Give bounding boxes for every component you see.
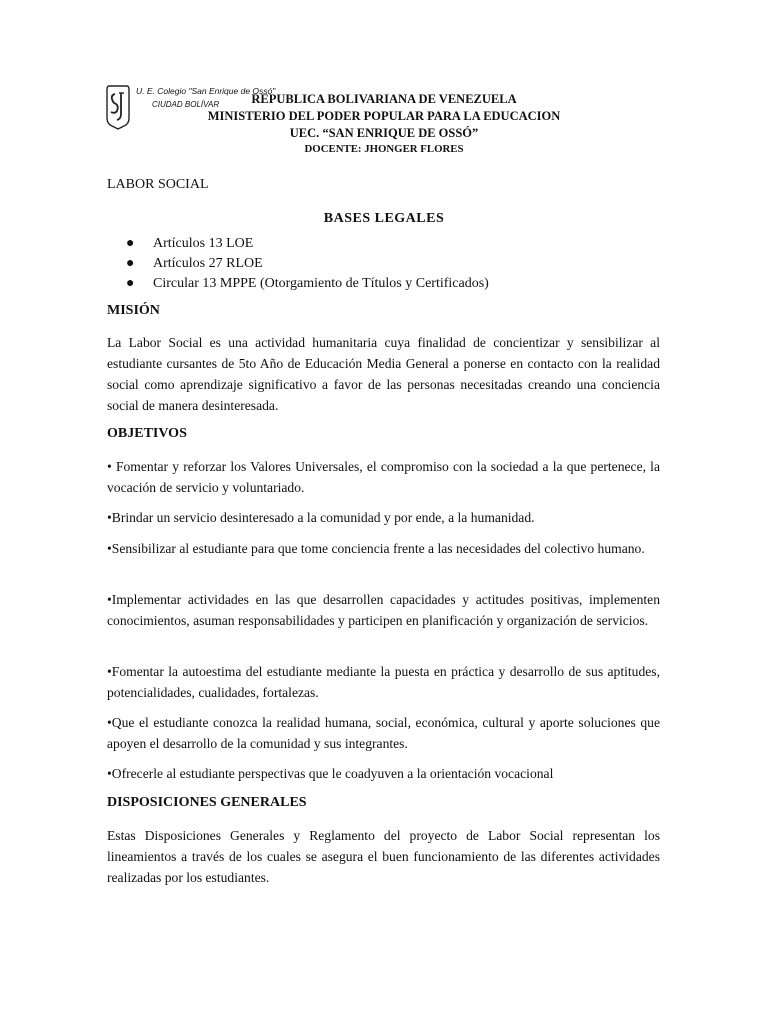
document-title: LABOR SOCIAL [107, 177, 209, 192]
objetivo-item: • Fomentar y reforzar los Valores Universales, el compromiso con la sociedad a la que pertenece, la vocación de servicio y voluntariado. [107, 459, 660, 495]
objetivo-item: •Ofrecerle al estudiante perspectivas que le coadyuven a la orientación vocacional [107, 766, 554, 781]
logo-city: CIUDAD BOLÍVAR [152, 100, 220, 109]
bases-legales-heading: BASES LEGALES [323, 211, 445, 226]
list-item: ● Artículos 27 RLOE [126, 254, 489, 274]
disposiciones-paragraph: Estas Disposiciones Generales y Reglamento del proyecto de Labor Social representan los lineamientos a través de los cuales se asegura el buen funcionamiento de las diferentes actividades realizadas por los estudiantes. [107, 828, 660, 885]
header-republic: REPUBLICA BOLIVARIANA DE VENEZUELA [251, 92, 517, 106]
header-school: UEC. “SAN ENRIQUE DE OSSÓ” [289, 126, 479, 140]
objetivo-item: •Que el estudiante conozca la realidad humana, social, económica, cultural y aporte soluciones que apoyen el desarrollo de la comunidad y sus integrantes. [107, 715, 660, 751]
list-item: ● Circular 13 MPPE (Otorgamiento de Títulos y Certificados) [126, 274, 489, 294]
mision-paragraph: La Labor Social es una actividad humanitaria cuya finalidad de concientizar y sensibilizar al estudiante cursantes de 5to Año de Educación Media General a ponerse en contacto con la realidad social como aprendizaje significativo a favor de las personas necesitadas creando una conciencia social de manera desinteresada. [107, 335, 660, 413]
objetivos-heading: OBJETIVOS [107, 426, 187, 441]
mision-heading: MISIÓN [107, 303, 160, 318]
header-ministry: MINISTERIO DEL PODER POPULAR PARA LA EDUCACION [207, 109, 561, 123]
logo-school-name: U. E. Colegio "San Enrique de Ossó" [136, 86, 276, 96]
list-item: ● Artículos 13 LOE [126, 234, 489, 254]
objetivo-item: •Sensibilizar al estudiante para que tome conciencia frente a las necesidades del colectivo humano. [107, 541, 645, 556]
objetivo-item: •Implementar actividades en las que desarrollen capacidades y actitudes positivas, implementen conocimientos, asuman responsabilidades y participen en planificación y organización de servicios. [107, 592, 660, 628]
bullet-icon: ● [126, 276, 135, 291]
header-teacher: DOCENTE: JHONGER FLORES [304, 143, 464, 155]
disposiciones-heading: DISPOSICIONES GENERALES [107, 795, 307, 810]
objetivo-item: •Brindar un servicio desinteresado a la comunidad y por ende, a la humanidad. [107, 510, 535, 525]
bullet-icon: ● [126, 236, 135, 251]
bases-legales-list [126, 234, 489, 294]
objetivo-item: •Fomentar la autoestima del estudiante mediante la puesta en práctica y desarrollo de sus aptitudes, potencialidades, cualidades, fortalezas. [107, 664, 660, 700]
bullet-icon: ● [126, 256, 135, 271]
